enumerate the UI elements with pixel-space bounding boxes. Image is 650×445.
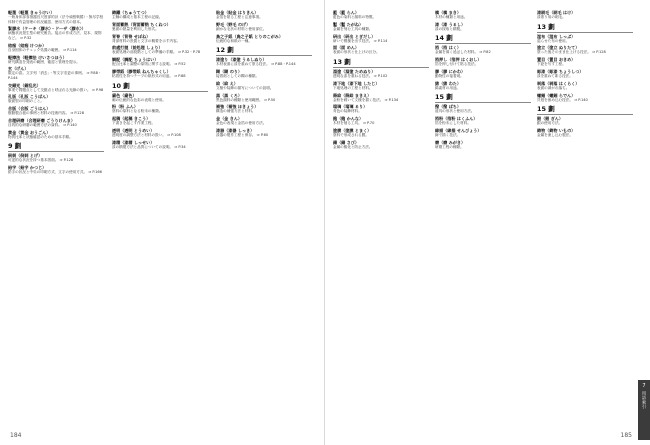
entry-definition: 漆の精製方法と品質についての説明。 ⇒ P.34	[112, 144, 186, 149]
entry-definition: 裏面の熱量を利用した形式。	[112, 26, 159, 31]
index-entry	[112, 140, 208, 150]
index-entry	[112, 57, 208, 67]
entry-definition: 樹脂製合板の事例と材料の技術内容。 ⇒ P.128	[8, 111, 84, 116]
entry-headword: 粉（粉 ふん）	[112, 104, 138, 110]
entry-headword: 膠帯紙（膠帯紙 ねんちゃくし）	[112, 68, 171, 74]
entry-headword: 箔押し（箔押 はくおし）	[435, 57, 482, 63]
section-heading: 13 劃	[333, 58, 429, 68]
entry-headword: 起稿（起稿 きこう）	[112, 116, 151, 122]
index-entry	[435, 22, 531, 32]
entry-definition: 金属を刻む工具の種類。	[333, 26, 373, 31]
index-entry	[112, 116, 208, 126]
entry-headword: 剥落（剥落 はくらく）	[537, 80, 580, 86]
entry-headword: 倒刺（倒刺 とげ）	[8, 153, 43, 159]
entry-headword: 置目（置目 おきめ）	[537, 57, 576, 63]
index-entry	[537, 128, 633, 138]
entry-definition: 透明度の調整方法と材料の扱い。 ⇒ P.108	[112, 132, 181, 137]
index-entry	[8, 55, 104, 65]
index-entry	[333, 104, 429, 114]
entry-definition: 粘着性を持つテープの紙形式の用途。 ⇒ P.88	[112, 73, 186, 78]
entry-definition: 構造の補強方法と材料。	[216, 109, 256, 114]
entry-definition: 下絵を写す工程。	[537, 62, 566, 67]
entry-definition: 金粉を蒔いて文様を描く技法。 ⇒ P.134	[333, 97, 399, 102]
index-entry	[216, 116, 312, 126]
section-heading: 12 劃	[216, 46, 312, 56]
entry-definition: 下書きを起こす作業工程。	[112, 121, 156, 126]
entry-definition: 木材を削る工具。 ⇒ P.70	[333, 121, 375, 126]
index-entry	[112, 22, 208, 32]
section-heading: 14 劃	[435, 34, 531, 44]
entry-definition: 透明な漆を重ねる技法。 ⇒ P.102	[333, 73, 388, 78]
entry-definition: 漆を重ねて彫る技法。	[537, 73, 573, 78]
index-entry	[333, 140, 429, 150]
entry-headword: 塗膜（塗膜 とまく）	[333, 127, 372, 133]
entry-definition: 限定の語。文字列「消去」・等文字変更の事例。 ⇒ P.88・P.144	[8, 71, 102, 80]
index-entry	[537, 57, 633, 67]
entry-definition: 動物性の接着剤。	[435, 73, 464, 78]
index-entry	[216, 34, 312, 44]
index-entry	[8, 165, 104, 175]
entry-headword: 瑠璃（瑠璃 るり）	[333, 104, 368, 110]
entry-definition: 金箔を貼る工程と注意事項。	[216, 15, 263, 19]
index-entry	[112, 34, 208, 44]
page-number-left: 184	[10, 432, 22, 439]
section-heading: 15 劃	[537, 105, 633, 115]
entry-definition: 一般身体部食指器官尺度部的計（法令頑張戦勝）・無尽学校体制で有益管理の状況確認、使用方式の基本。	[8, 15, 104, 24]
index-entry	[537, 34, 633, 44]
entry-headword: 面（面 めん）	[333, 45, 359, 51]
entry-definition: 背部材料の設置と文字の概要を示す内容。	[112, 38, 181, 43]
entry-headword: 漆塗り（漆塗 うるしぬり）	[216, 57, 267, 63]
section-heading: 9 劃	[8, 142, 104, 152]
index-entry	[333, 45, 429, 55]
entry-headword: 黒（黒 くろ）	[216, 92, 242, 98]
entry-headword: 緊膠水（ケーキ〈膠水〉・ドーザ〈膠水〉）	[8, 26, 86, 32]
entry-definition: 目的的な研磨の範囲方法の資料。 ⇒ P.140	[8, 123, 77, 128]
entry-definition: 金属を流し込む製法。	[537, 132, 573, 137]
index-entry	[435, 45, 531, 55]
index-entry	[333, 22, 429, 32]
index-entry	[435, 140, 531, 150]
section-heading: 10 劃	[112, 82, 208, 92]
entry-headword: 鋳鐵（ちゅうてつ）	[112, 10, 149, 15]
index-entry	[8, 130, 104, 140]
entry-headword: 箔粉（箔粉 はくふん）	[435, 116, 478, 122]
index-entry	[8, 43, 104, 53]
index-entry	[435, 69, 531, 79]
index-entry	[8, 66, 104, 80]
index-entry	[8, 153, 104, 163]
index-entry	[435, 116, 531, 126]
entry-definition: 伝統的な和紙の一種。	[216, 38, 252, 43]
entry-definition: 道具の形状と使用方法。	[435, 109, 475, 114]
index-entry	[112, 128, 208, 138]
index-entry	[435, 81, 531, 91]
entry-definition: 版面型の印刷のこと。	[8, 99, 44, 104]
index-entry	[333, 10, 429, 20]
index-entry	[216, 93, 312, 103]
entry-headword: 黄金（黄金 おうごん）	[8, 129, 51, 135]
entry-headword: 合版（合版 ごうはん）	[8, 106, 51, 112]
right-column-3	[537, 10, 633, 420]
left-column-3	[216, 10, 312, 420]
entry-definition: 研究構造を発表の範囲、確認と管理を提示。	[8, 59, 80, 64]
index-entry	[112, 45, 208, 55]
index-entry	[333, 116, 429, 126]
index-entry	[112, 69, 208, 79]
entry-definition: 鉛字の状況と中央の印刷方式、文字の使用方式。 ⇒ P.166	[8, 170, 102, 175]
index-entry	[435, 10, 531, 20]
index-entry	[216, 69, 312, 79]
index-entry	[8, 106, 104, 116]
entry-headword: 孔版（孔版 こうばん）	[8, 94, 51, 100]
entry-definition: 綿素材の用途。	[435, 85, 461, 90]
index-entry	[333, 34, 429, 44]
entry-headword: 背面蓄熱（背面蓄熱 ちくねつ）	[112, 21, 171, 27]
chapter-side-tab	[638, 380, 650, 440]
entry-headword: 透明（透明 とうめい）	[112, 127, 155, 133]
index-entry	[537, 81, 633, 91]
entry-definition: 塗料で形成される膜。	[333, 132, 369, 137]
entry-definition: 細かな毛状の材料と使用部位。	[216, 26, 267, 31]
index-entry	[537, 93, 633, 103]
entry-headword: 槙（槙 まき）	[435, 10, 461, 15]
right-column-1	[333, 10, 429, 420]
entry-definition: 銀の使用方法。	[537, 121, 563, 126]
entry-headword: 補強（補強 ほきょう）	[216, 104, 259, 110]
entry-headword: 彫漆（彫漆 ちょうしつ）	[537, 68, 584, 74]
entry-headword: 絵（絵 え）	[216, 80, 238, 86]
index-entry	[112, 93, 208, 103]
entry-headword: 交錯光（錯乱光）	[8, 82, 41, 88]
entry-headword: 金（金 きん）	[216, 116, 242, 122]
entry-headword: 糊（糊 のり）	[216, 68, 242, 74]
index-entry	[216, 104, 312, 114]
entry-headword: 磨（磨 みがき）	[435, 139, 466, 145]
entry-headword: 漆精（漆精 しっせい）	[112, 139, 155, 145]
index-entry	[216, 128, 312, 138]
entry-headword: 研出（研出 とぎだし）	[333, 33, 376, 39]
entry-definition: 表面の剥がれ落ち。	[537, 85, 570, 90]
index-entry	[537, 10, 633, 20]
index-entry	[333, 69, 429, 79]
entry-headword: 溜塗（溜塗 ためぬり）	[333, 68, 376, 74]
entry-headword: 結痂（結痂 けつか）	[8, 42, 47, 48]
entry-definition: 木材の種類と用途。	[435, 15, 468, 19]
entry-headword: 軽擦法（軽擦法 けいさつほう）	[8, 54, 67, 60]
entry-definition: 配合比率と調整の原則に関する説明。 ⇒ P.52	[112, 62, 186, 67]
entry-definition: 下地処理の工程と材料。	[333, 85, 373, 90]
entry-headword: 蒔絵（蒔絵 まきえ）	[333, 92, 372, 98]
entry-headword: 鏨（鏨 たがね）	[333, 21, 364, 27]
entry-definition: 廟の伝統的な色彩の表現と使用。	[112, 97, 166, 102]
entry-headword: 膠（膠 にかわ）	[435, 68, 466, 74]
entry-definition: 可逆的な状況を持つ基本図面。 ⇒ P.128	[8, 158, 74, 163]
entry-definition: 漆器の製作工程と保存。 ⇒ P.60	[216, 132, 269, 137]
entry-definition: 文様や装飾の描写についての説明。	[216, 85, 274, 90]
section-heading: 15 劃	[435, 93, 531, 103]
entry-headword: 鋳物（鋳物 いもの）	[537, 127, 576, 133]
entry-headword: 前處打拋（前処理 しょり）	[112, 45, 163, 51]
entry-definition: 病態状況発生型の研究報告。接点の作成方法、見本、規則など。 ⇒ P.32	[8, 31, 102, 40]
right-column-2	[435, 10, 531, 420]
entry-definition: 湿らせた布の使用。	[537, 38, 570, 43]
entry-definition: 研磨工程の種類。	[435, 144, 464, 149]
entry-definition: 物質比率と状態確認のための基本手順。	[8, 134, 73, 139]
entry-definition: 金色の表現と金箔の使用方法。	[216, 121, 267, 126]
entry-headword: 錆（錆 さび）	[333, 139, 359, 145]
index-entry	[435, 57, 531, 67]
entry-headword: 漆下地（漆下地 したじ）	[333, 80, 380, 86]
entry-definition: 藍色の染料と顔料の特徴。	[333, 15, 377, 19]
left-column-2	[112, 10, 208, 420]
chapter-number: 7	[642, 383, 646, 389]
entry-definition: 貝殻を嵌め込む技法。 ⇒ P.140	[537, 97, 588, 102]
entry-definition: 線で描く技法。	[435, 132, 461, 137]
entry-headword: 野毛（野毛 のげ）	[216, 21, 251, 27]
entry-headword: 塗立（塗立 ぬりたて）	[537, 45, 580, 51]
entry-definition: 箔を押し付けて貼る技法。	[435, 62, 479, 67]
index-entry	[333, 81, 429, 91]
entry-headword: 線描（線描 せんびょう）	[435, 127, 482, 133]
index-entry	[435, 104, 531, 114]
entry-definition: 表面処理の前段階としての準備の手順。 ⇒ P.32・P.78	[112, 50, 201, 55]
index-entry	[537, 45, 633, 55]
entry-definition: 塗料の原料となる粉末の種類。	[112, 109, 163, 114]
index-entry	[435, 128, 531, 138]
index-entry	[8, 10, 104, 24]
entry-headword: 螺鈿（螺鈿 らでん）	[537, 92, 576, 98]
index-entry	[216, 81, 312, 91]
section-heading: 13 劃	[537, 23, 633, 33]
entry-headword: 廟色（廟色）	[112, 92, 137, 98]
entry-headword: 鉛字（鉛字 かつじ）	[8, 165, 47, 171]
entry-headword: 鳥之子紙（鳥之子紙 とりのこがみ）	[216, 33, 283, 39]
entry-headword: 綿（綿 わた）	[435, 80, 461, 86]
right-page	[325, 0, 650, 445]
entry-headword: 貼金（貼金 はりきん）	[216, 10, 259, 15]
index-entry	[112, 104, 208, 114]
entry-headword: 軽蔑（軽蔑 きゃうけい）	[8, 10, 55, 15]
index-entry	[8, 94, 104, 104]
index-entry	[333, 128, 429, 138]
index-entry	[8, 118, 104, 128]
entry-definition: 漆塗り用の刷毛。	[537, 15, 566, 19]
entry-headword: 銀（銀 ぎん）	[537, 116, 563, 122]
entry-headword: 玄（げん）	[8, 66, 29, 72]
left-column-1	[8, 10, 104, 420]
entry-definition: 漆の採取と精製。	[435, 26, 464, 31]
entry-headword: 背脊（背脊 せぼね）	[112, 33, 151, 39]
entry-definition: 接着剤としての糊の種類。	[216, 73, 260, 78]
entry-definition: 木材表面に漆を重ねて塗る技法。 ⇒ P.88・P.144	[216, 62, 296, 67]
entry-definition: 金属を薄く延ばした材料。 ⇒ P.82	[435, 50, 491, 55]
entry-definition: 金属の酸化と防止方法。	[333, 144, 373, 149]
entry-definition: 青色の装飾材料。	[333, 109, 362, 114]
entry-definition: 黒色顔料の種類と使用範囲。 ⇒ P.50	[216, 97, 276, 102]
entry-definition: 塗った後そのまま仕上げる技法。 ⇒ P.128	[537, 50, 606, 55]
entry-definition: 事業で問題点として交錯点と呼ばれる光線の扱い。 ⇒ P.98	[8, 87, 104, 92]
entry-definition: 箔を粉末にした材料。	[435, 121, 471, 126]
entry-headword: 藍（藍 らん）	[333, 10, 359, 15]
chapter-title: 用語索引	[642, 391, 647, 409]
page-number-right: 185	[620, 432, 632, 439]
entry-definition: 自身固体のチェック処置の範囲。 ⇒ P.114	[8, 47, 77, 52]
entry-headword: 鉋（鉋 かんな）	[333, 116, 364, 122]
index-entry	[537, 116, 633, 126]
entry-headword: 撥（撥 ばち）	[435, 104, 461, 110]
entry-headword: 漆（漆 うるし）	[435, 21, 466, 27]
index-entry	[8, 83, 104, 93]
entry-headword: 調配（調配 ちょうはい）	[112, 57, 159, 63]
index-entry	[216, 22, 312, 32]
entry-definition: 研いで模様を出す技法。 ⇒ P.114	[333, 38, 388, 43]
index-entry	[8, 26, 104, 40]
index-entry	[333, 93, 429, 103]
entry-headword: 湿布（湿布 しっぷ）	[537, 33, 576, 39]
entry-definition: 表面の形状と仕上げの区分。	[333, 50, 380, 55]
entry-headword: 漆刷毛（刷毛 はけ）	[537, 10, 576, 15]
index-entry	[537, 69, 633, 79]
index-entry	[112, 10, 208, 20]
index-entry	[216, 10, 312, 20]
entry-headword: 合理研磨（合理研磨 ごうりけんま）	[8, 118, 75, 124]
entry-headword: 箔（箔 はく）	[435, 45, 461, 51]
entry-headword: 漆器（漆器 しっき）	[216, 127, 255, 133]
entry-definition: 主軸の構成と基本工程の記録。	[112, 15, 163, 19]
index-entry	[216, 57, 312, 67]
